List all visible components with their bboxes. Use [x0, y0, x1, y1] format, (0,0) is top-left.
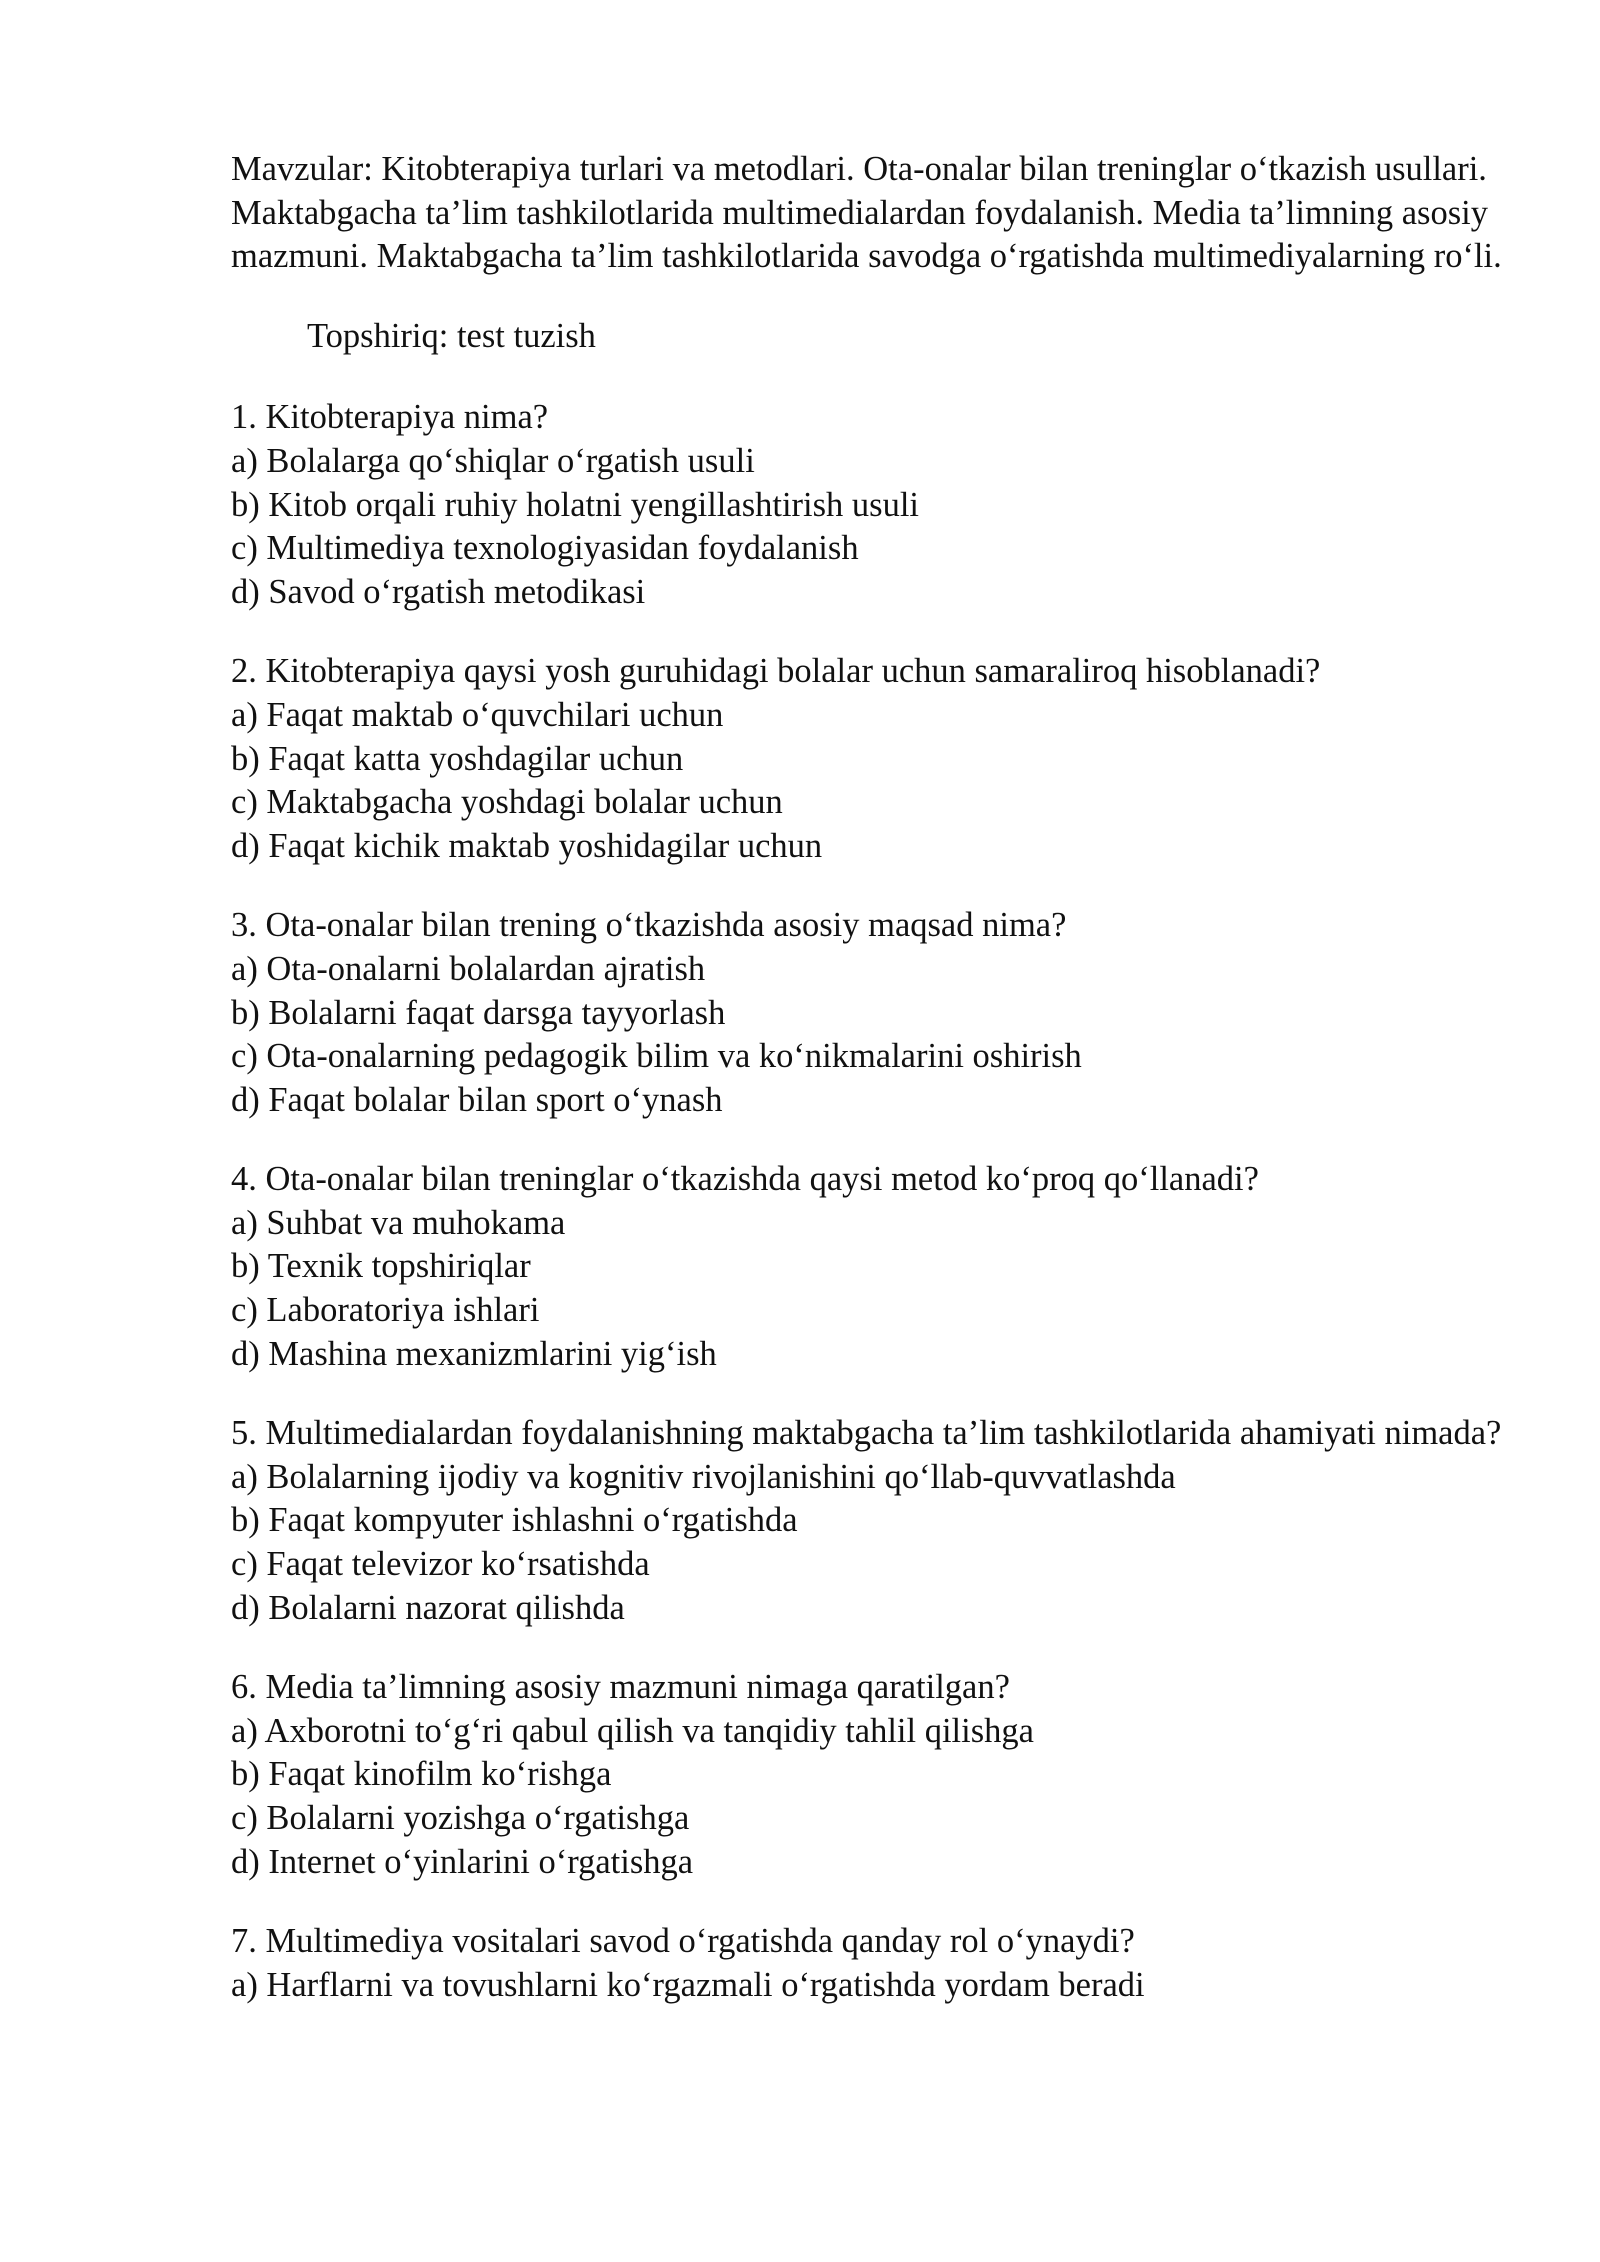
- question-text: 7. Multimediya vositalari savod o‘rgatishda qanday rol o‘ynaydi?: [231, 1922, 1135, 1961]
- answer-option: d) Savod o‘rgatish metodikasi: [231, 572, 646, 611]
- answer-option: d) Faqat kichik maktab yoshidagilar uchun: [231, 826, 823, 865]
- document-page: [231, 148, 1531, 2007]
- task-heading: Topshiriq: test tuzish: [307, 316, 596, 355]
- answer-option: c) Maktabgacha yoshdagi bolalar uchun: [231, 783, 783, 822]
- question-block: [231, 1920, 1531, 2007]
- question-text: 4. Ota-onalar bilan treninglar o‘tkazishda qaysi metod ko‘proq qo‘llanadi?: [231, 1160, 1259, 1199]
- question-block: [231, 650, 1531, 868]
- answer-option: a) Axborotni to‘g‘ri qabul qilish va tanqidiy tahlil qilishga: [231, 1711, 1034, 1750]
- answer-option: d) Mashina mexanizmlarini yig‘ish: [231, 1334, 717, 1373]
- question-block: [231, 904, 1531, 1122]
- answer-option: c) Faqat televizor ko‘rsatishda: [231, 1545, 650, 1584]
- answer-option: b) Kitob orqali ruhiy holatni yengillashtirish usuli: [231, 485, 920, 524]
- questions-list: [231, 396, 1531, 2007]
- answer-option: b) Faqat katta yoshdagilar uchun: [231, 739, 684, 778]
- question-block: [231, 396, 1531, 614]
- question-block: [231, 1158, 1531, 1376]
- answer-option: a) Bolalarga qo‘shiqlar o‘rgatish usuli: [231, 441, 755, 480]
- answer-option: d) Bolalarni nazorat qilishda: [231, 1588, 625, 1627]
- question-text: 3. Ota-onalar bilan trening o‘tkazishda asosiy maqsad nima?: [231, 906, 1067, 945]
- answer-option: c) Bolalarni yozishga o‘rgatishga: [231, 1799, 690, 1837]
- answer-option: d) Faqat bolalar bilan sport o‘ynash: [231, 1080, 723, 1119]
- answer-option: c) Multimediya texnologiyasidan foydalanish: [231, 529, 859, 568]
- question-text: 2. Kitobterapiya qaysi yosh guruhidagi bolalar uchun samaraliroq hisoblanadi?: [231, 652, 1321, 691]
- topics-paragraph: Mavzular: Kitobterapiya turlari va metodlari. Ota-onalar bilan treninglar o‘tkazish usullari. Maktabgacha ta’lim tashkilotlarida multimedialardan foydalanish. Media ta’limning asosiy mazmuni. Maktabgacha ta’lim tashkilotlarida savodga o‘rgatishda multimediyalarning ro‘li.: [231, 150, 1502, 276]
- question-block: [231, 1666, 1531, 1884]
- answer-option: b) Faqat kompyuter ishlashni o‘rgatishda: [231, 1501, 798, 1540]
- question-block: [231, 1412, 1531, 1630]
- answer-option: c) Laboratoriya ishlari: [231, 1291, 540, 1330]
- answer-option: a) Bolalarning ijodiy va kognitiv rivojlanishini qo‘llab-quvvatlashda: [231, 1457, 1176, 1496]
- answer-option: b) Bolalarni faqat darsga tayyorlash: [231, 993, 726, 1032]
- answer-option: b) Faqat kinofilm ko‘rishga: [231, 1755, 612, 1794]
- question-text: 5. Multimedialardan foydalanishning maktabgacha ta’lim tashkilotlarida ahamiyati nimada?: [231, 1414, 1502, 1453]
- answer-option: c) Ota-onalarning pedagogik bilim va ko‘nikmalarini oshirish: [231, 1037, 1082, 1076]
- question-text: 6. Media ta’limning asosiy mazmuni nimaga qaratilgan?: [231, 1668, 1010, 1707]
- question-text: 1. Kitobterapiya nima?: [231, 398, 549, 437]
- answer-option: a) Suhbat va muhokama: [231, 1203, 566, 1242]
- answer-option: a) Ota-onalarni bolalardan ajratish: [231, 949, 706, 988]
- answer-option: b) Texnik topshiriqlar: [231, 1247, 531, 1286]
- answer-option: a) Faqat maktab o‘quvchilari uchun: [231, 695, 724, 734]
- answer-option: d) Internet o‘yinlarini o‘rgatishga: [231, 1842, 694, 1881]
- answer-option: a) Harflarni va tovushlarni ko‘rgazmali o‘rgatishda yordam beradi: [231, 1965, 1145, 2004]
